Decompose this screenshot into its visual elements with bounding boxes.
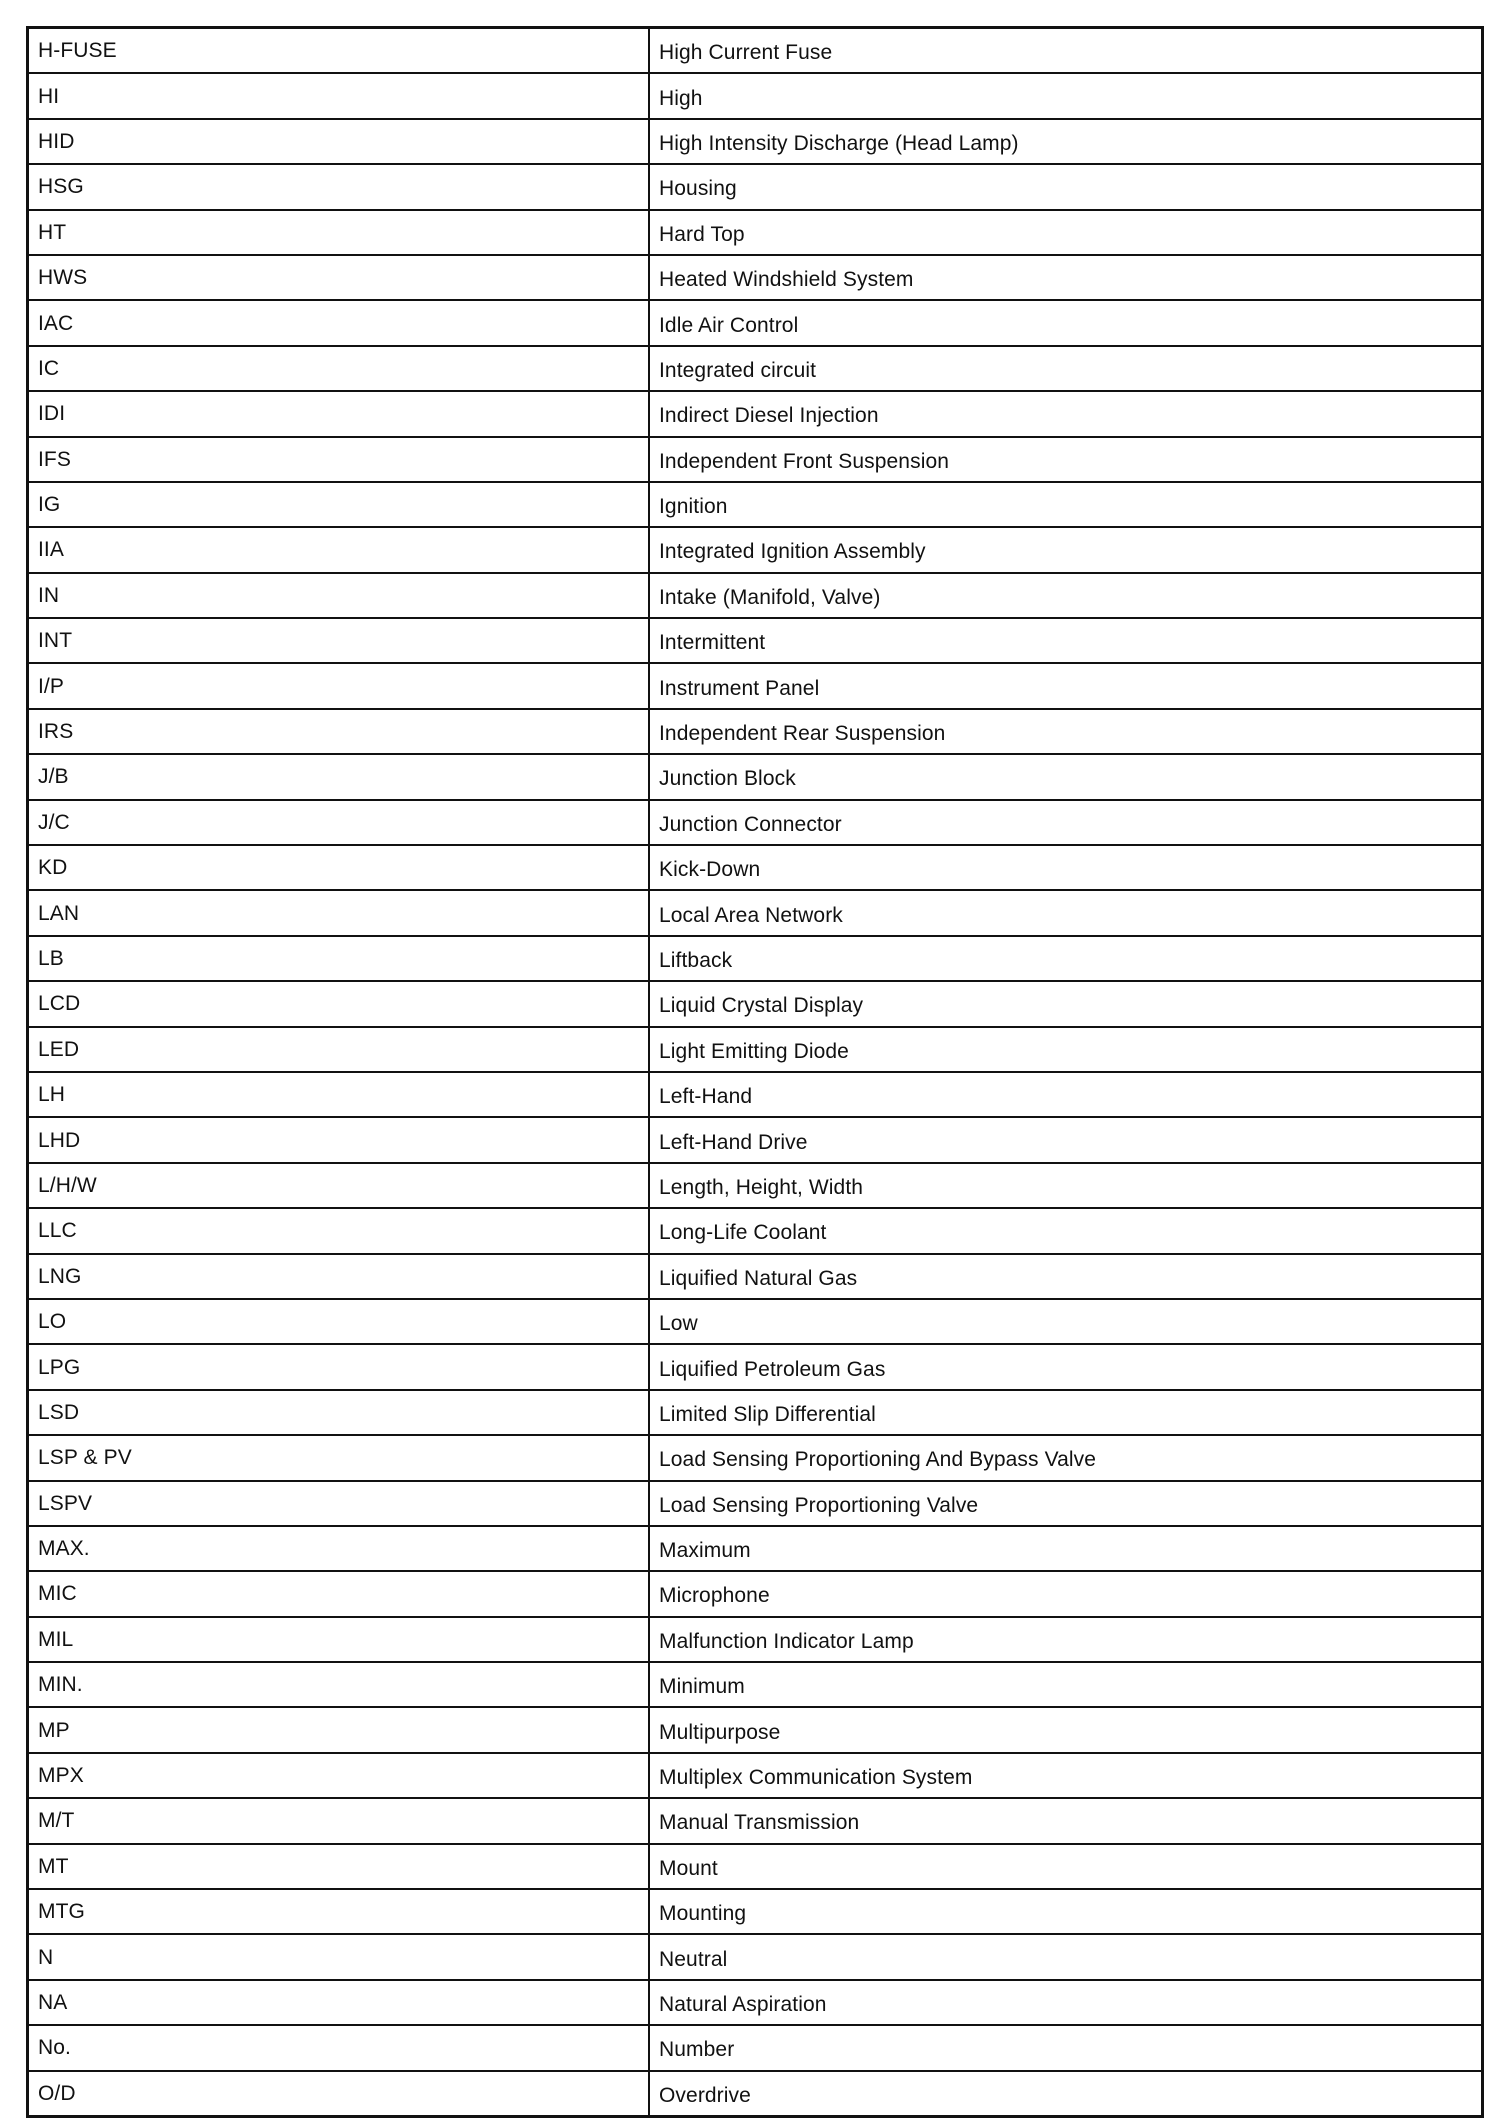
table-row	[28, 845, 1483, 890]
abbreviation-cell: KD	[28, 845, 650, 890]
table-row	[28, 1072, 1483, 1117]
meaning-cell: Light Emitting Diode	[649, 1027, 1483, 1072]
meaning-cell: Left-Hand	[649, 1072, 1483, 1117]
table-row	[28, 1435, 1483, 1480]
abbreviation-cell: LED	[28, 1027, 650, 1072]
meaning-cell: Ignition	[649, 482, 1483, 527]
table-row	[28, 28, 1483, 74]
abbreviation-cell: LLC	[28, 1208, 650, 1253]
table-row	[28, 1707, 1483, 1752]
table-row	[28, 1390, 1483, 1435]
abbreviation-cell: HT	[28, 210, 650, 255]
table-row	[28, 1526, 1483, 1571]
table-row	[28, 1344, 1483, 1389]
meaning-cell: Mounting	[649, 1889, 1483, 1934]
meaning-cell: Liquified Natural Gas	[649, 1254, 1483, 1299]
table-row	[28, 754, 1483, 799]
table-row	[28, 1934, 1483, 1979]
table-row	[28, 1662, 1483, 1707]
table-row	[28, 1117, 1483, 1162]
meaning-cell: Multiplex Communication System	[649, 1753, 1483, 1798]
table-row	[28, 255, 1483, 300]
meaning-cell: Liftback	[649, 936, 1483, 981]
abbreviation-cell: LH	[28, 1072, 650, 1117]
table-row	[28, 1027, 1483, 1072]
abbreviation-cell: LHD	[28, 1117, 650, 1162]
table-row	[28, 391, 1483, 436]
meaning-cell: Long-Life Coolant	[649, 1208, 1483, 1253]
table-row	[28, 2025, 1483, 2070]
abbreviation-cell: LPG	[28, 1344, 650, 1389]
meaning-cell: Instrument Panel	[649, 663, 1483, 708]
abbreviation-table	[26, 26, 1484, 2118]
meaning-cell: Multipurpose	[649, 1707, 1483, 1752]
table-row	[28, 663, 1483, 708]
table-row	[28, 890, 1483, 935]
abbreviation-cell: No.	[28, 2025, 650, 2070]
table-row	[28, 300, 1483, 345]
abbreviation-cell: HWS	[28, 255, 650, 300]
meaning-cell: Liquified Petroleum Gas	[649, 1344, 1483, 1389]
meaning-cell: Intermittent	[649, 618, 1483, 663]
meaning-cell: Junction Connector	[649, 800, 1483, 845]
meaning-cell: Maximum	[649, 1526, 1483, 1571]
meaning-cell: Local Area Network	[649, 890, 1483, 935]
abbreviation-cell: IFS	[28, 437, 650, 482]
table-row	[28, 1753, 1483, 1798]
table-row	[28, 482, 1483, 527]
table-row	[28, 936, 1483, 981]
abbreviation-cell: MTG	[28, 1889, 650, 1934]
abbreviation-cell: MIN.	[28, 1662, 650, 1707]
table-row	[28, 1163, 1483, 1208]
abbreviation-cell: MIC	[28, 1571, 650, 1616]
meaning-cell: Housing	[649, 164, 1483, 209]
abbreviation-cell: O/D	[28, 2071, 650, 2117]
meaning-cell: Natural Aspiration	[649, 1980, 1483, 2025]
abbreviation-cell: IDI	[28, 391, 650, 436]
abbreviation-cell: LO	[28, 1299, 650, 1344]
abbreviation-cell: IG	[28, 482, 650, 527]
table-row	[28, 1798, 1483, 1843]
table-row	[28, 800, 1483, 845]
meaning-cell: Heated Windshield System	[649, 255, 1483, 300]
meaning-cell: Low	[649, 1299, 1483, 1344]
abbreviation-cell: MP	[28, 1707, 650, 1752]
table-row	[28, 1980, 1483, 2025]
meaning-cell: Integrated Ignition Assembly	[649, 527, 1483, 572]
abbreviation-cell: IC	[28, 346, 650, 391]
meaning-cell: Number	[649, 2025, 1483, 2070]
meaning-cell: Load Sensing Proportioning Valve	[649, 1481, 1483, 1526]
table-row	[28, 164, 1483, 209]
meaning-cell: Intake (Manifold, Valve)	[649, 573, 1483, 618]
abbreviation-cell: LAN	[28, 890, 650, 935]
abbreviation-cell: N	[28, 1934, 650, 1979]
abbreviation-cell: IRS	[28, 709, 650, 754]
abbreviation-cell: LCD	[28, 981, 650, 1026]
abbreviation-cell: IN	[28, 573, 650, 618]
table-row	[28, 1617, 1483, 1662]
abbreviation-cell: J/B	[28, 754, 650, 799]
abbreviation-cell: LB	[28, 936, 650, 981]
abbreviation-table-body	[28, 28, 1483, 2117]
abbreviation-cell: LSPV	[28, 1481, 650, 1526]
table-row	[28, 527, 1483, 572]
meaning-cell: Neutral	[649, 1934, 1483, 1979]
meaning-cell: Junction Block	[649, 754, 1483, 799]
abbreviation-cell: H-FUSE	[28, 28, 650, 74]
table-row	[28, 210, 1483, 255]
abbreviation-cell: HSG	[28, 164, 650, 209]
abbreviation-cell: L/H/W	[28, 1163, 650, 1208]
table-row	[28, 1299, 1483, 1344]
meaning-cell: High Current Fuse	[649, 28, 1483, 74]
abbreviation-cell: MIL	[28, 1617, 650, 1662]
abbreviation-cell: M/T	[28, 1798, 650, 1843]
meaning-cell: Length, Height, Width	[649, 1163, 1483, 1208]
abbreviation-cell: LSD	[28, 1390, 650, 1435]
meaning-cell: Liquid Crystal Display	[649, 981, 1483, 1026]
meaning-cell: Independent Front Suspension	[649, 437, 1483, 482]
table-row	[28, 1481, 1483, 1526]
abbreviation-cell: MPX	[28, 1753, 650, 1798]
meaning-cell: High	[649, 73, 1483, 118]
table-row	[28, 709, 1483, 754]
meaning-cell: Minimum	[649, 1662, 1483, 1707]
abbreviation-cell: HI	[28, 73, 650, 118]
meaning-cell: High Intensity Discharge (Head Lamp)	[649, 119, 1483, 164]
table-row	[28, 618, 1483, 663]
table-row	[28, 981, 1483, 1026]
meaning-cell: Independent Rear Suspension	[649, 709, 1483, 754]
meaning-cell: Microphone	[649, 1571, 1483, 1616]
table-row	[28, 346, 1483, 391]
meaning-cell: Overdrive	[649, 2071, 1483, 2117]
meaning-cell: Left-Hand Drive	[649, 1117, 1483, 1162]
table-row	[28, 1208, 1483, 1253]
table-row	[28, 2071, 1483, 2117]
table-row	[28, 1571, 1483, 1616]
abbreviation-cell: INT	[28, 618, 650, 663]
abbreviation-cell: LNG	[28, 1254, 650, 1299]
meaning-cell: Integrated circuit	[649, 346, 1483, 391]
table-row	[28, 1254, 1483, 1299]
abbreviation-cell: MT	[28, 1844, 650, 1889]
abbreviation-cell: IIA	[28, 527, 650, 572]
meaning-cell: Load Sensing Proportioning And Bypass Valve	[649, 1435, 1483, 1480]
abbreviation-cell: MAX.	[28, 1526, 650, 1571]
table-row	[28, 73, 1483, 118]
table-row	[28, 119, 1483, 164]
table-row	[28, 1844, 1483, 1889]
abbreviation-cell: LSP & PV	[28, 1435, 650, 1480]
abbreviation-cell: IAC	[28, 300, 650, 345]
meaning-cell: Manual Transmission	[649, 1798, 1483, 1843]
abbreviation-cell: I/P	[28, 663, 650, 708]
meaning-cell: Idle Air Control	[649, 300, 1483, 345]
meaning-cell: Indirect Diesel Injection	[649, 391, 1483, 436]
table-row	[28, 437, 1483, 482]
abbreviation-cell: J/C	[28, 800, 650, 845]
meaning-cell: Malfunction Indicator Lamp	[649, 1617, 1483, 1662]
table-row	[28, 1889, 1483, 1934]
abbreviation-cell: HID	[28, 119, 650, 164]
meaning-cell: Hard Top	[649, 210, 1483, 255]
abbreviation-cell: NA	[28, 1980, 650, 2025]
meaning-cell: Mount	[649, 1844, 1483, 1889]
meaning-cell: Kick-Down	[649, 845, 1483, 890]
table-row	[28, 573, 1483, 618]
meaning-cell: Limited Slip Differential	[649, 1390, 1483, 1435]
